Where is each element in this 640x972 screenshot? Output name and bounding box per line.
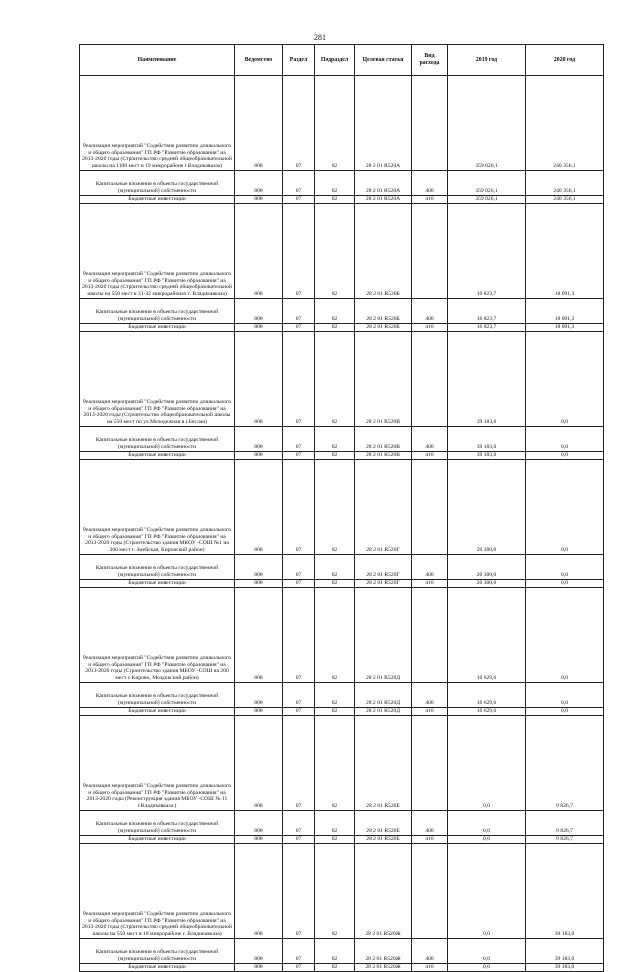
cell-2019: 16 629,6 [448,683,526,708]
cell-department: 808 [235,811,283,836]
cell-expense-type: 400 [412,939,448,964]
cell-2020: 0,0 [526,708,604,716]
cell-department: 808 [235,299,283,324]
cell-name: Реализация мероприятий "Содействие развитию дошкольного и общего образования" ГП РФ "Развитие образования" на 2013-2020 годы (Строительство средней общеобразовательной школы на 550 мест в 18 микрорайоне г. Владикавказа) [80,844,235,939]
budget-table [79,44,604,972]
header-name: Наименование [80,45,235,76]
cell-department: 808 [235,427,283,452]
cell-name: Реализация мероприятий "Содействие развитию дошкольного и общего образования" ГП РФ "Развитие образования" на 2013-2020 годы (Строительство здания МКОУ -СОШ №1 на 360 мест г. Змейская, Кировский район) [80,460,235,555]
cell-department: 808 [235,836,283,844]
cell-target-article: 28 2 01 R520А [355,76,412,171]
table-row [80,452,604,460]
cell-name: Капитальные вложения в объекты государственной (муниципальной) собственности [80,299,235,324]
cell-section: 07 [283,332,315,427]
cell-target-article: 28 2 01 R520В [355,452,412,460]
cell-name: Реализация мероприятий "Содействие развитию дошкольного и общего образования" ГП РФ "Развитие образования" на 2013-2020 годы (Реконструкция здания МБОУ -СОШ № 11 г.Владикавказа ) [80,716,235,811]
cell-2019: 0,0 [448,811,526,836]
cell-2020: 0,0 [526,683,604,708]
cell-name: Реализация мероприятий "Содействие развитию дошкольного и общего образования" ГП РФ "Развитие образования" на 2013-2020 годы (Строительство средней общеобразовательной школы на 1100 мест в 19 микрорайоне г.Владикавказа) [80,76,235,171]
cell-department: 808 [235,708,283,716]
table-row [80,580,604,588]
cell-name: Реализация мероприятий "Содействие развитию дошкольного и общего образования" ГП РФ "Развитие образования" на 2013-2020 годы (Строительство общеобразовательной школы на 550 мест по ул.Молодежная в г.Беслан) [80,332,235,427]
cell-subsection: 02 [315,708,355,716]
cell-name: Капитальные вложения в объекты государственной (муниципальной) собственности [80,683,235,708]
cell-2020: 9 826,7 [526,836,604,844]
cell-expense-type: 400 [412,555,448,580]
table-row [80,811,604,836]
cell-expense-type [412,716,448,811]
cell-department: 808 [235,460,283,555]
cell-expense-type: 400 [412,683,448,708]
cell-2020: 39 183,0 [526,964,604,972]
cell-section: 07 [283,460,315,555]
cell-2019: 20 300,0 [448,555,526,580]
table-row [80,299,604,324]
cell-2020: 18 091,3 [526,324,604,332]
cell-department: 808 [235,196,283,204]
cell-2019: 39 183,0 [448,427,526,452]
cell-subsection: 02 [315,299,355,324]
cell-2019: 16 629,6 [448,588,526,683]
table-row [80,171,604,196]
cell-section: 07 [283,836,315,844]
cell-section: 07 [283,964,315,972]
cell-section: 07 [283,196,315,204]
cell-target-article: 28 2 01 R520В [355,427,412,452]
table-row [80,204,604,299]
cell-2020: 18 091,3 [526,299,604,324]
cell-department: 808 [235,716,283,811]
cell-name: Реализация мероприятий "Содействие развитию дошкольного и общего образования" ГП РФ "Развитие образования" на 2013-2020 годы (Строительство здания МБОУ -СОШ на 200 мест с.Кирово, Моздокский район) [80,588,235,683]
cell-2019: 0,0 [448,836,526,844]
cell-expense-type [412,76,448,171]
cell-expense-type: 410 [412,452,448,460]
cell-expense-type: 410 [412,836,448,844]
cell-section: 07 [283,716,315,811]
cell-expense-type [412,844,448,939]
cell-2020: 9 826,7 [526,811,604,836]
table-body [80,76,604,972]
cell-expense-type [412,460,448,555]
cell-target-article: 28 2 01 R520Е [355,836,412,844]
cell-target-article: 28 2 01 R520Ж [355,964,412,972]
cell-2020: 0,0 [526,460,604,555]
cell-subsection: 02 [315,844,355,939]
cell-2020: 240 356,1 [526,171,604,196]
cell-name: Реализация мероприятий "Содействие развитию дошкольного и общего образования" ГП РФ "Развитие образования" на 2013-2020 годы (Строительство средней общеобразовательной школы на 550 мест в 31-32 микрорайонах г. Владикавказа) [80,204,235,299]
cell-2020: 39 183,0 [526,844,604,939]
header-2020: 2020 год [526,45,604,76]
cell-section: 07 [283,204,315,299]
cell-section: 07 [283,452,315,460]
cell-department: 808 [235,332,283,427]
table-row [80,836,604,844]
cell-department: 808 [235,324,283,332]
cell-2019: 0,0 [448,939,526,964]
cell-subsection: 02 [315,555,355,580]
header-department: Ведомство [235,45,283,76]
cell-department: 808 [235,683,283,708]
cell-2019: 39 183,0 [448,452,526,460]
cell-expense-type [412,332,448,427]
cell-2020: 18 091,3 [526,204,604,299]
cell-target-article: 28 2 01 R520Б [355,204,412,299]
cell-subsection: 02 [315,580,355,588]
cell-subsection: 02 [315,836,355,844]
table-row [80,332,604,427]
cell-2019: 16 629,6 [448,708,526,716]
cell-subsection: 02 [315,939,355,964]
cell-department: 808 [235,76,283,171]
table-row [80,708,604,716]
cell-target-article: 28 2 01 R520А [355,171,412,196]
cell-name: Капитальные вложения в объекты государственной (муниципальной) собственности [80,811,235,836]
cell-subsection: 02 [315,204,355,299]
header-section: Раздел [283,45,315,76]
cell-subsection: 02 [315,324,355,332]
table-row [80,964,604,972]
cell-target-article: 28 2 01 R520Д [355,588,412,683]
cell-2019: 359 026,1 [448,76,526,171]
table-row [80,716,604,811]
cell-2019: 16 823,7 [448,299,526,324]
table-row [80,460,604,555]
cell-2019: 359 026,1 [448,196,526,204]
cell-2020: 0,0 [526,427,604,452]
cell-subsection: 02 [315,683,355,708]
cell-expense-type: 410 [412,324,448,332]
cell-2020: 240 356,1 [526,76,604,171]
cell-target-article: 28 2 01 R520Б [355,324,412,332]
cell-subsection: 02 [315,427,355,452]
cell-subsection: 02 [315,171,355,196]
cell-name: Бюджетные инвестиции [80,324,235,332]
cell-expense-type [412,204,448,299]
cell-section: 07 [283,811,315,836]
cell-section: 07 [283,939,315,964]
cell-subsection: 02 [315,76,355,171]
cell-2019: 0,0 [448,844,526,939]
cell-target-article: 28 2 01 R520Ж [355,939,412,964]
cell-section: 07 [283,844,315,939]
table-row [80,196,604,204]
cell-target-article: 28 2 01 R520Д [355,708,412,716]
cell-subsection: 02 [315,588,355,683]
cell-2020: 39 183,0 [526,939,604,964]
cell-target-article: 28 2 01 R520Д [355,683,412,708]
cell-2020: 0,0 [526,555,604,580]
cell-section: 07 [283,171,315,196]
cell-section: 07 [283,708,315,716]
cell-section: 07 [283,580,315,588]
cell-name: Бюджетные инвестиции [80,452,235,460]
cell-name: Бюджетные инвестиции [80,836,235,844]
cell-subsection: 02 [315,716,355,811]
cell-2019: 0,0 [448,716,526,811]
header-target-article: Целевая статья [355,45,412,76]
table-header [80,45,604,76]
cell-2019: 16 823,7 [448,324,526,332]
table-row [80,683,604,708]
cell-expense-type: 400 [412,811,448,836]
cell-department: 808 [235,204,283,299]
cell-target-article: 28 2 01 R520В [355,332,412,427]
cell-expense-type: 410 [412,580,448,588]
cell-subsection: 02 [315,452,355,460]
cell-expense-type: 410 [412,196,448,204]
cell-expense-type: 410 [412,964,448,972]
cell-department: 808 [235,555,283,580]
cell-target-article: 28 2 01 R520Г [355,460,412,555]
cell-expense-type [412,588,448,683]
cell-expense-type: 400 [412,299,448,324]
header-2019: 2019 год [448,45,526,76]
cell-department: 808 [235,171,283,196]
cell-expense-type: 400 [412,171,448,196]
cell-name: Бюджетные инвестиции [80,964,235,972]
table-row [80,76,604,171]
cell-section: 07 [283,683,315,708]
cell-2019: 359 026,1 [448,171,526,196]
cell-expense-type: 400 [412,427,448,452]
cell-target-article: 28 2 01 R520Е [355,811,412,836]
cell-name: Капитальные вложения в объекты государственной (муниципальной) собственности [80,171,235,196]
table-row [80,588,604,683]
cell-section: 07 [283,588,315,683]
cell-2020: 0,0 [526,580,604,588]
cell-2019: 0,0 [448,964,526,972]
cell-target-article: 28 2 01 R520Г [355,580,412,588]
cell-subsection: 02 [315,332,355,427]
header-subsection: Подраздел [315,45,355,76]
cell-target-article: 28 2 01 R520Е [355,716,412,811]
cell-name: Капитальные вложения в объекты государственной (муниципальной) собственности [80,555,235,580]
table-row [80,555,604,580]
cell-subsection: 02 [315,460,355,555]
cell-name: Бюджетные инвестиции [80,580,235,588]
cell-target-article: 28 2 01 R520Б [355,299,412,324]
cell-name: Капитальные вложения в объекты государственной (муниципальной) собственности [80,939,235,964]
page-number: 281 [314,33,326,42]
cell-section: 07 [283,427,315,452]
cell-expense-type: 410 [412,708,448,716]
cell-2020: 0,0 [526,452,604,460]
cell-2019: 16 823,7 [448,204,526,299]
cell-subsection: 02 [315,811,355,836]
cell-target-article: 28 2 01 R520Ж [355,844,412,939]
cell-department: 808 [235,964,283,972]
cell-department: 808 [235,844,283,939]
cell-section: 07 [283,324,315,332]
cell-subsection: 02 [315,964,355,972]
cell-section: 07 [283,76,315,171]
table-row [80,324,604,332]
header-expense-type: Вид расхода [412,45,448,76]
cell-department: 808 [235,580,283,588]
cell-department: 808 [235,588,283,683]
table-row [80,844,604,939]
cell-2020: 0,0 [526,588,604,683]
cell-2020: 240 356,1 [526,196,604,204]
table-row [80,427,604,452]
cell-2020: 9 826,7 [526,716,604,811]
cell-2019: 39 183,0 [448,332,526,427]
cell-target-article: 28 2 01 R520А [355,196,412,204]
cell-2020: 0,0 [526,332,604,427]
cell-target-article: 28 2 01 R520Г [355,555,412,580]
cell-2019: 20 300,0 [448,580,526,588]
cell-subsection: 02 [315,196,355,204]
table-row [80,939,604,964]
cell-department: 808 [235,939,283,964]
cell-name: Бюджетные инвестиции [80,196,235,204]
cell-department: 808 [235,452,283,460]
cell-2019: 20 300,0 [448,460,526,555]
cell-section: 07 [283,555,315,580]
cell-name: Бюджетные инвестиции [80,708,235,716]
cell-section: 07 [283,299,315,324]
cell-name: Капитальные вложения в объекты государственной (муниципальной) собственности [80,427,235,452]
